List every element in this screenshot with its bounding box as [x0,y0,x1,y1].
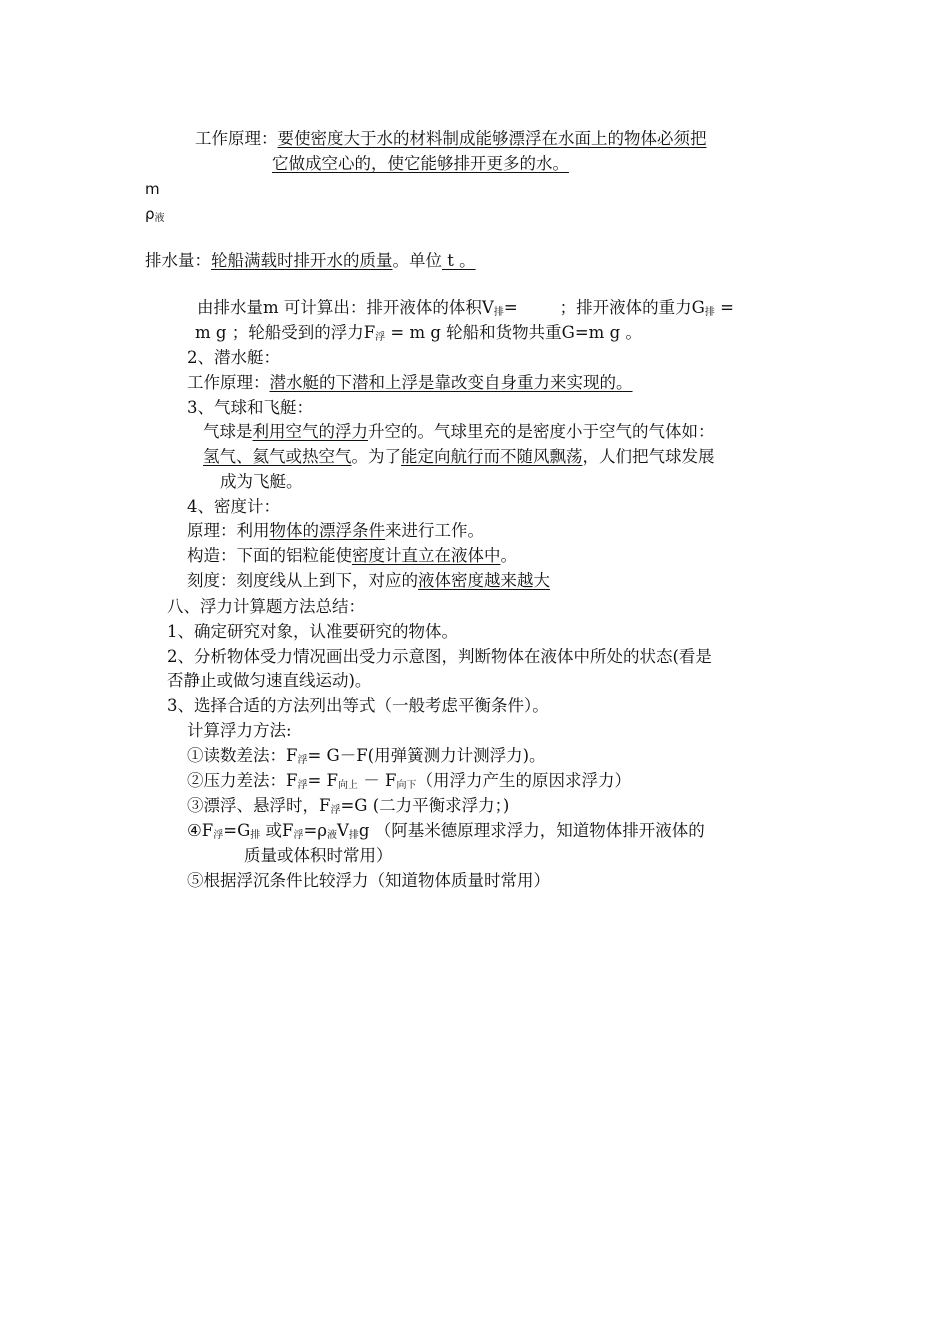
method-sink-float-conditions: ⑤根据浮沉条件比较浮力（知道物体质量时常用） [187,871,550,890]
formula-fragment-m: m [145,180,160,198]
balloon-line2: 氢气、氦气或热空气。为了能定向航行而不随风飘荡，人们把气球发展 [203,447,715,466]
hydrometer-heading: 4、密度计： [187,497,280,516]
displacement-definition: 轮船满载时排开水的质量 [211,251,393,270]
formula-fragment-rho: $\rho_液$ [145,205,165,224]
method-archimedes-cont: 质量或体积时常用） [244,846,393,865]
method-pressure-difference: ②压力差法：$F_浮= F_{向上} - F_{向下}$（用浮力产生的原因求浮力） [187,771,631,791]
summary-step2-cont: 否静止或做匀速直线运动)。 [167,671,372,690]
summary-step3: 3、选择合适的方法列出等式（一般考虑平衡条件）。 [167,696,549,715]
balloon-heading: 3、气球和飞艇： [187,398,313,417]
methods-heading: 计算浮力方法: [187,721,292,740]
summary-heading: 八、浮力计算题方法总结： [167,597,365,616]
balloon-line3: 成为飞艇。 [220,472,303,491]
principle-label: 工作原理： [195,129,278,148]
ship-principle-line1 [195,128,707,150]
displacement-calc-line1: 由排水量m 可计算出：排开液体的体积$V_排=$ ；排开液体的重力$G_排$ = [197,298,734,318]
displacement-calc-line2: m g ；轮船受到的浮力$F_浮 = m$ g 轮船和货物共重G=m g 。 [195,323,642,343]
hydrometer-structure: 构造：下面的铝粒能使密度计直立在液体中。 [187,546,517,565]
ship-principle-line2 [272,153,569,175]
summary-step2: 2、分析物体受力情况画出受力示意图，判断物体在液体中所处的状态(看是 [167,647,712,666]
principle-text-cont: 它做成空心的，使它能够排开更多的水。 [272,154,569,173]
balloon-line1: 气球是利用空气的浮力升空的。气球里充的是密度小于空气的气体如： [203,422,715,441]
submarine-principle: 工作原理：潜水艇的下潜和上浮是靠改变自身重力来实现的。 [187,373,633,392]
displacement-unit: t 。 [442,251,476,270]
method-archimedes: $④F_浮=G_排$ 或$F_浮=\rho_液V_排g$ （阿基米德原理求浮力，知道物体排开液体的 [187,821,705,841]
summary-step1: 1、确定研究对象，认准要研究的物体。 [167,622,458,641]
method-reading-difference: ①读数差法：$F_浮= G-F$(用弹簧测力计测浮力)。 [187,746,546,766]
displacement-label: 排水量： [145,251,211,270]
hydrometer-principle: 原理：利用物体的漂浮条件来进行工作。 [187,521,484,540]
displacement-line: 排水量：轮船满载时排开水的质量。单位 t 。 [145,250,490,272]
hydrometer-scale: 刻度：刻度线从上到下，对应的液体密度越来越大 [187,571,550,590]
principle-text: 要使密度大于水的材料制成能够漂浮在水面上的物体必须把 [277,129,707,148]
method-floating-suspension: ③漂浮、悬浮时，$F_浮=G$ (二力平衡求浮力；) [187,796,510,816]
submarine-heading: 2、潜水艇： [187,348,280,367]
